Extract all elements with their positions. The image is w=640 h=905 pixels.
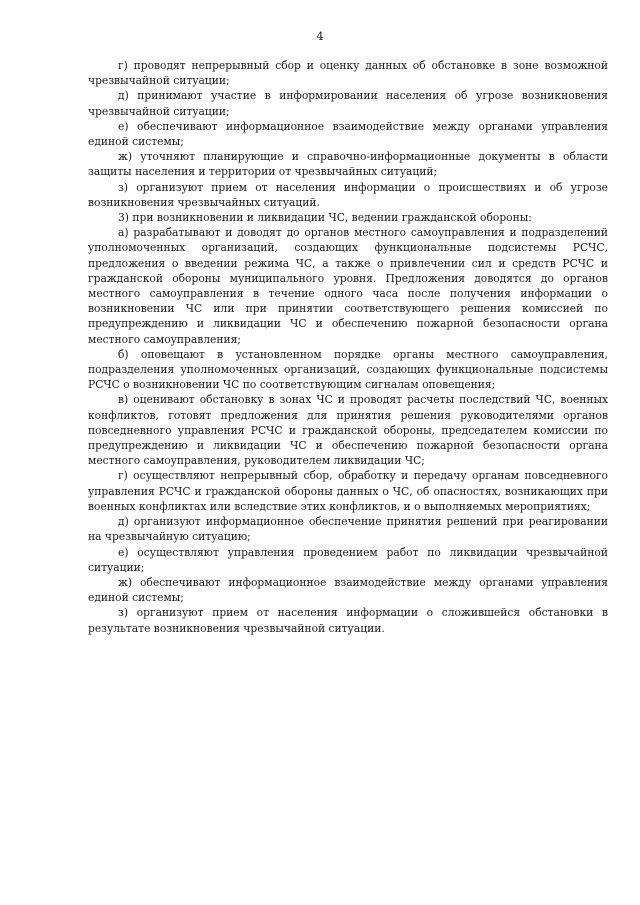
paragraph-b-notification: б) оповещают в установленном порядке органы местного самоуправления, подразделения уполномоченных организаций, создающих функциональные подсистемы РСЧС о возникновении ЧС по соответствующим сигналам оповещения; [88, 347, 608, 392]
paragraph-d-informing: д) принимают участие в информировании населения об угрозе возникновения чрезвычайной ситуации; [88, 89, 608, 118]
paragraph-g-monitoring: г) проводят непрерывный сбор и оценку данных об обстановке в зоне возможной чрезвычайной ситуации; [88, 59, 608, 88]
paragraph-a-proposals: а) разрабатывают и доводят до органов местного самоуправления и подразделений уполномоченных организаций, создающих функциональные подсистемы РСЧС, предложения о введении режима ЧС, а также о привлечении сил и средств РСЧС и гражданской обороны муниципального уровня. Предложения доводятся до органов местного самоуправления в течение одного часа после получения информации о возникновении ЧС или при принятии соответствующего решения комиссией по предупреждению и ликвидации ЧС и обеспечению пожарной безопасности органа местного самоуправления; [88, 226, 608, 346]
paragraph-zh-planning-docs: ж) уточняют планирующие и справочно-информационные документы в области защиты населения и территории от чрезвычайных ситуаций; [88, 150, 608, 179]
paragraph-z-situation-reports: з) организуют прием от населения информации о сложившейся обстановки в результате возникновения чрезвычайной ситуации. [88, 606, 608, 635]
document-body [88, 58, 608, 636]
section-heading-3: 3) при возникновении и ликвидации ЧС, ведении гражданской обороны: [118, 211, 532, 225]
page-number: 4 [316, 30, 324, 43]
paragraph-e-interaction: е) обеспечивают информационное взаимодействие между органами управления единой системы; [88, 119, 608, 149]
paragraph-z-reception: з) организуют прием от населения информации о происшествиях и об угрозе возникновения чрезвычайных ситуаций. [88, 180, 608, 209]
paragraph-g-data-collection: г) осуществляют непрерывный сбор, обработку и передачу органам повседневного управления РСЧС и гражданской обороны данных о ЧС, об опасностях, возникающих при военных конфликтах или вследствие этих конфликтов, и о выполняемых мероприятиях; [88, 469, 608, 513]
paragraph-d-decision-support: д) организуют информационное обеспечение принятия решений при реагировании на чрезвычайную ситуацию; [88, 515, 608, 544]
paragraph-e-works-management: е) осуществляют управления проведением работ по ликвидации чрезвычайной ситуации; [88, 545, 608, 574]
paragraph-v-assessment: в) оценивают обстановку в зонах ЧС и проводят расчеты последствий ЧС, военных конфликтов, готовят предложения для принятия решения руководителями органов повседневного управления РСЧС и гражданской обороны, председателем комиссии по предупреждению и ликвидации ЧС и обеспечению пожарной безопасности органа местного самоуправления, руководителем ликвидации ЧС; [88, 393, 608, 468]
paragraph-zh-interaction: ж) обеспечивают информационное взаимодействие между органами управления единой системы; [88, 575, 608, 605]
